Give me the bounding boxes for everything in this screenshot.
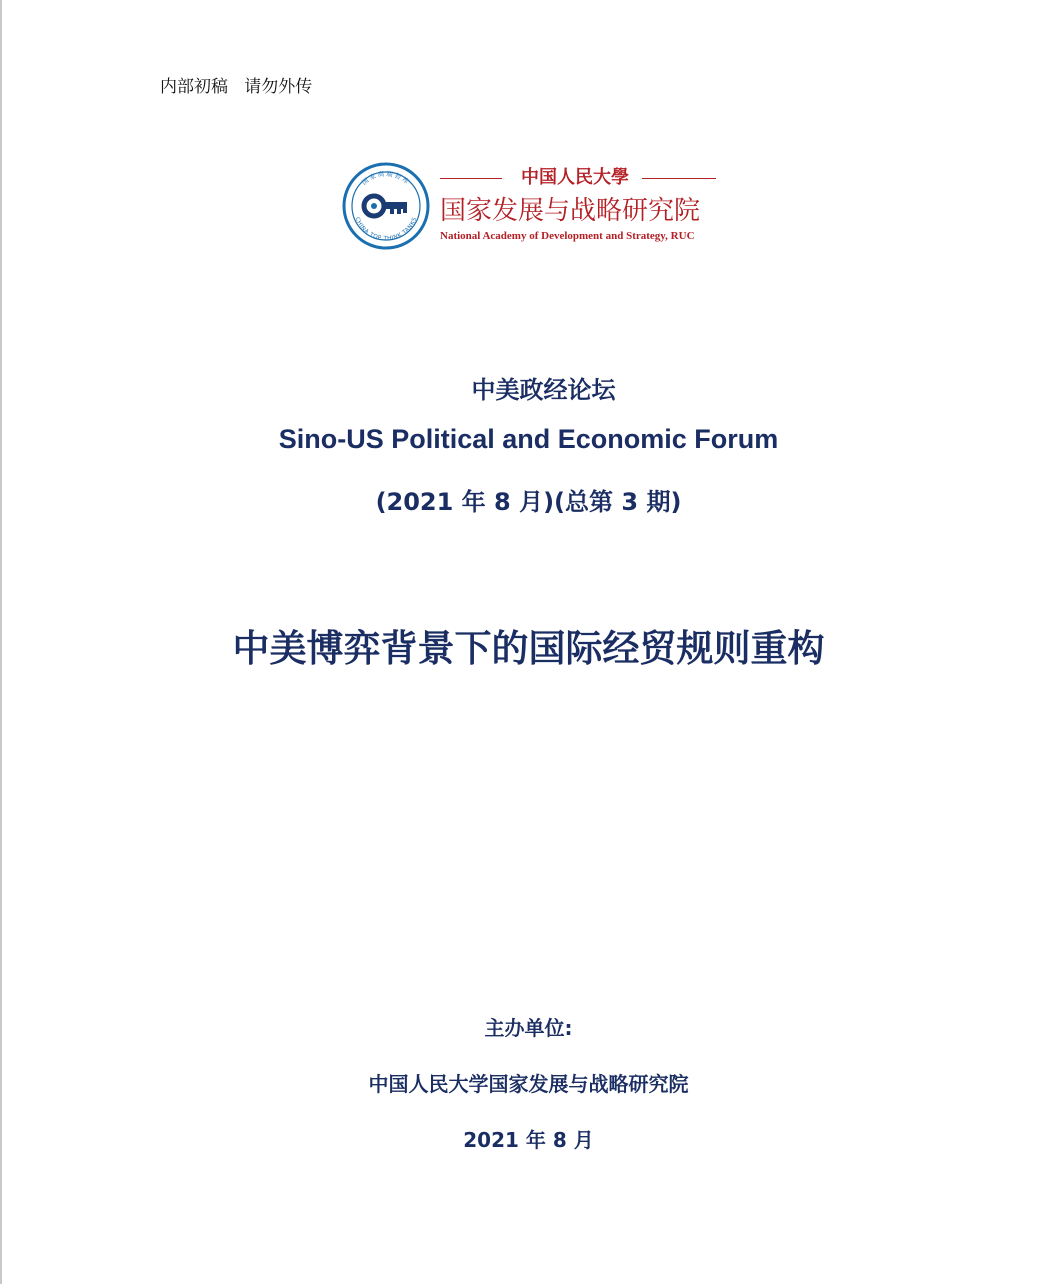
forum-name-english: Sino-US Political and Economic Forum — [278, 424, 779, 454]
organizer-name: 中国人民大学国家发展与战略研究院 — [368, 1072, 689, 1096]
institute-name: 国家发展与战略研究院 — [440, 196, 701, 226]
organizer-label: 主办单位: — [484, 1016, 573, 1040]
logo-right-rule — [642, 178, 716, 179]
institute-name-english: National Academy of Development and Strategy, RUC — [440, 230, 695, 242]
confidential-note: 内部初稿 请勿外传 — [160, 77, 313, 97]
emblem-top-text: 国家高端智库 — [360, 169, 412, 187]
university-name: 中国人民大學 — [521, 167, 629, 188]
forum-name-chinese: 中美政经论坛 — [471, 376, 616, 404]
report-title: 中美博弈背景下的国际经贸规则重构 — [232, 627, 825, 670]
institute-logo — [342, 162, 722, 254]
forum-issue: (2021 年 8 月)(总第 3 期) — [375, 488, 682, 516]
logo-left-rule — [440, 178, 502, 179]
publication-date: 2021 年 8 月 — [463, 1128, 594, 1152]
think-tank-emblem-icon — [342, 162, 430, 250]
university-name-row — [440, 166, 720, 190]
emblem-bottom-text: CHINA TOP THINK TANKS — [353, 216, 419, 243]
